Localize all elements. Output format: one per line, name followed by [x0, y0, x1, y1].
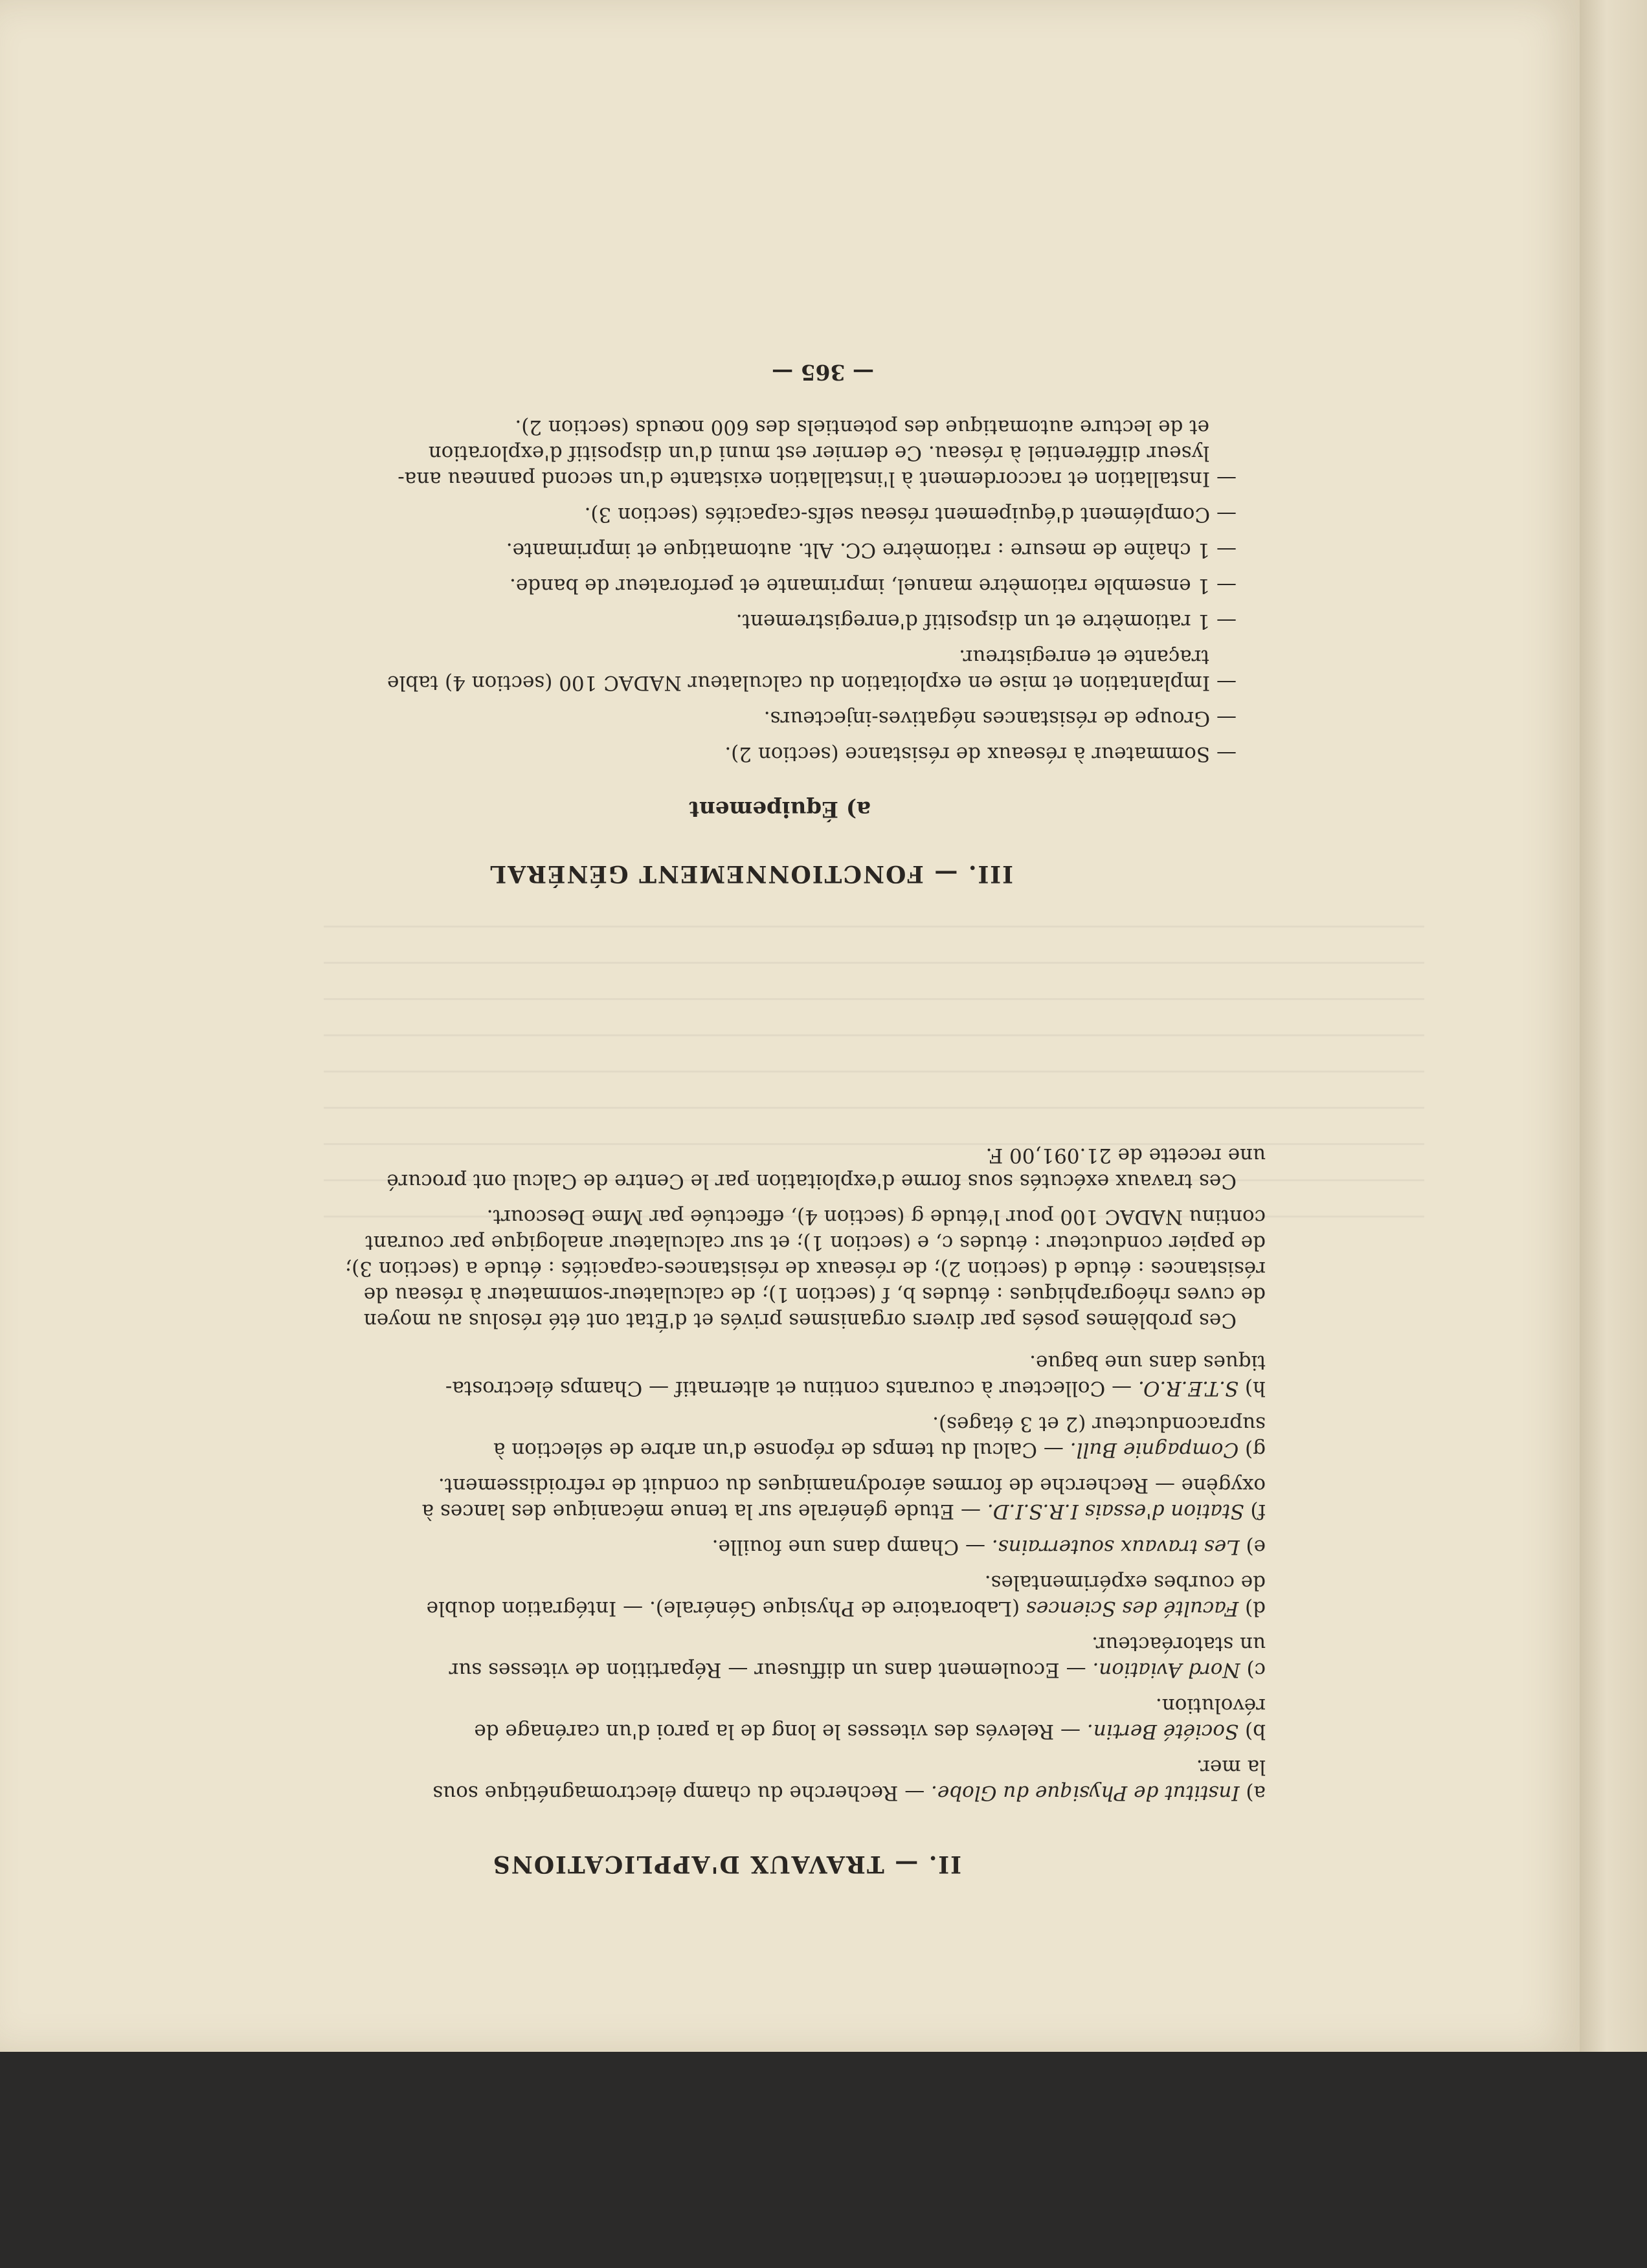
- item-g-line2: supraconducteur (2 et 3 étages).: [932, 1412, 1266, 1436]
- item-f-line1: f) Station d'essais I.R.S.I.D. — Etude générale sur la tenue mécanique des lances à: [421, 1500, 1266, 1523]
- item-d-line1: d) Faculté des Sciences (Laboratoire de Physique Générale). — Intégration double: [426, 1597, 1266, 1620]
- equipment-item-5: — 1 ensemble ratiomètre manuel, imprimante et perforateur de bande.: [510, 574, 1237, 597]
- item-b-line1: b) Société Bertin. — Relevés des vitesses le long de la paroi d'un carénage de: [474, 1720, 1266, 1743]
- item-h-line2: tiques dans une bague.: [1029, 1351, 1266, 1374]
- item-g-line1: g) Compagnie Bull. — Calcul du temps de réponse d'un arbre de sélection à: [493, 1438, 1266, 1462]
- item-e-line1: e) Les travaux souterrains. — Champ dans une fouille.: [711, 1535, 1266, 1559]
- paragraph1-line2: de cuves rhéographiques : études b, f (section 1); de calculateur-sommateur à réseau de: [363, 1283, 1266, 1306]
- section-heading-travaux: II. — TRAVAUX D'APPLICATIONS: [491, 1851, 961, 1878]
- item-a-line2: la mer.: [1196, 1755, 1266, 1779]
- equipment-item-1: — Sommateur à réseaux de résistance (section 2).: [724, 742, 1237, 766]
- scanner-background: [0, 2052, 1647, 2268]
- paragraph1-line5: continu NADAC 100 pour l'étude g (section 4), effectuée par Mme Descourt.: [486, 1205, 1266, 1228]
- equipment-item-8-cont1: lyseur différentiel à réseau. Ce dernier est muni d'un dispositif d'exploration: [428, 441, 1209, 465]
- equipment-item-6: — 1 chaîne de mesure : ratiomètre CC. Alt. automatique et imprimante.: [506, 539, 1237, 562]
- subheading-equipement: a) Équipement: [689, 796, 871, 822]
- page-number: — 365 —: [772, 360, 874, 385]
- item-f-line2: oxygène — Recherche de formes aérodynamiques du conduit de refroidissement.: [438, 1474, 1266, 1497]
- page-edge: [1580, 0, 1647, 2052]
- paragraph2-line1: Ces travaux exécutés sous forme d'exploitation par le Centre de Calcul ont procuré: [387, 1170, 1237, 1193]
- equipment-item-8: — Installation et raccordement à l'installation existante d'un second panneau ana-: [398, 467, 1237, 491]
- item-h-line1: h) S.T.E.R.O. — Collecteur à courants continu et alternatif — Champs électrosta-: [445, 1377, 1266, 1400]
- item-c-line2: un statoréacteur.: [1092, 1632, 1266, 1656]
- paragraph1-line4: de papier conducteur : études c, e (section 1); et sur calculateur analogique par courant: [365, 1231, 1266, 1254]
- item-c-line1: c) Nord Aviation. — Ecoulement dans un diffuseur — Répartition de vitesses sur: [449, 1658, 1266, 1682]
- item-b-line2: révolution.: [1155, 1694, 1266, 1717]
- equipment-item-8-cont2: et de lecture automatique des potentiels des 600 nœuds (section 2).: [515, 416, 1209, 439]
- equipment-item-2: — Groupe de résistances négatives-injecteurs.: [763, 707, 1237, 730]
- item-d-line2: de courbes expérimentales.: [984, 1571, 1266, 1594]
- paragraph1-line3: résistances : étude d (section 2); de réseaux de résistances-capacités : étude a (section 3);: [344, 1257, 1266, 1280]
- equipment-item-4: — 1 ratiomètre et un dispositif d'enregistrement.: [735, 610, 1237, 633]
- section-heading-fonctionnement: III. — FONCTIONNEMENT GÉNÉRAL: [488, 860, 1013, 887]
- item-a-line1: a) Institut de Physique du Globe. — Recherche du champ électromagnétique sous: [432, 1781, 1266, 1805]
- equipment-item-3-cont: traçante et enregistreur.: [959, 645, 1209, 669]
- equipment-item-3: — Implantation et mise en exploitation du calculateur NADAC 100 (section 4) table: [387, 671, 1237, 695]
- paragraph2-line2: une recette de 21.091,00 F.: [985, 1144, 1266, 1167]
- paragraph1-line1: Ces problèmes posés par divers organismes privés et d'État ont été résolus au moyen: [363, 1309, 1237, 1332]
- equipment-item-7: — Complément d'équipement réseau selfs-capacités (section 3).: [584, 503, 1237, 526]
